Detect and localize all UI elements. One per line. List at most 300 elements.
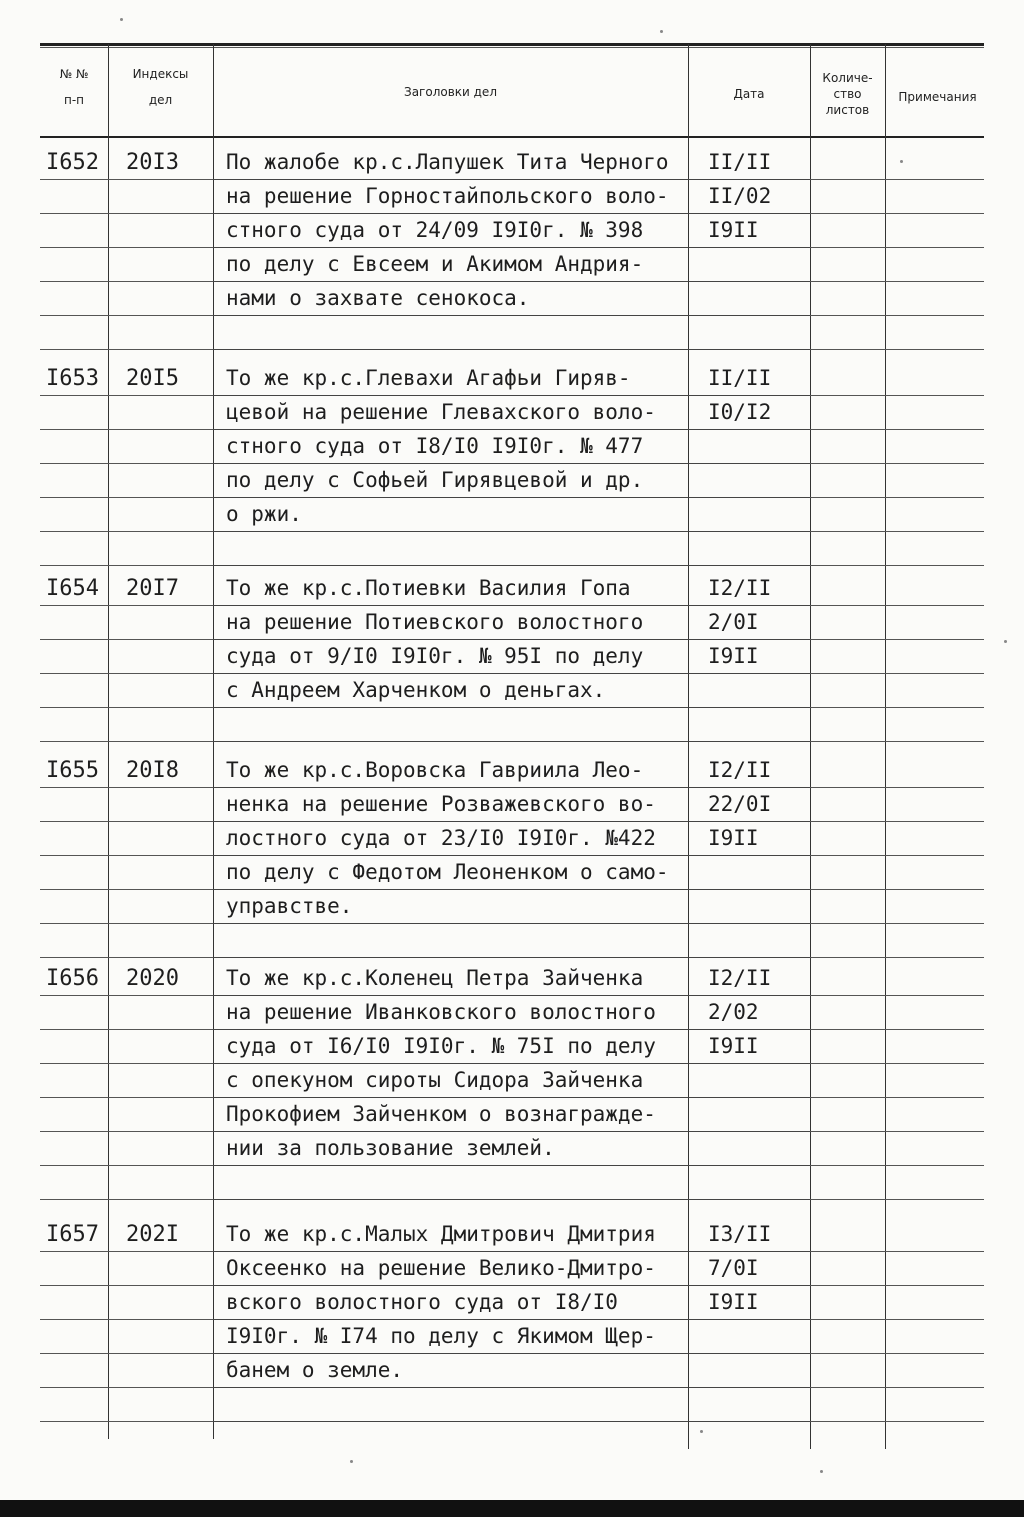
- row-rule: [213, 707, 688, 708]
- record-number: I655: [46, 758, 99, 783]
- row-rule: [40, 1421, 108, 1422]
- record-title-line: по делу с Федотом Леоненком о само-: [226, 860, 669, 884]
- row-rule: [108, 349, 213, 350]
- row-rule: [108, 605, 213, 606]
- row-rule: [885, 281, 984, 282]
- row-rule: [885, 821, 984, 822]
- row-rule: [213, 923, 688, 924]
- row-rule: [213, 957, 688, 958]
- row-rule: [108, 639, 213, 640]
- record-title-line: То же кр.с.Потиевки Василия Гопа: [226, 576, 631, 600]
- row-rule: [40, 1097, 108, 1098]
- header-index-label: Индексы: [132, 67, 189, 81]
- record-number: I654: [46, 576, 99, 601]
- record-index: 20I7: [126, 576, 179, 601]
- row-rule: [810, 565, 885, 566]
- row-rule: [885, 1063, 984, 1064]
- row-rule: [213, 1199, 688, 1200]
- row-rule: [40, 741, 108, 742]
- record-date: I2/II: [708, 966, 772, 990]
- row-rule: [885, 179, 984, 180]
- row-rule: [810, 395, 885, 396]
- row-rule: [108, 315, 213, 316]
- record-date: II/02: [708, 184, 772, 208]
- row-rule: [688, 957, 810, 958]
- row-rule: [40, 497, 108, 498]
- record-title-line: о ржи.: [226, 502, 302, 526]
- scan-bottom-edge: [0, 1500, 1024, 1517]
- row-rule: [885, 1029, 984, 1030]
- row-rule: [108, 1029, 213, 1030]
- row-rule: [213, 855, 688, 856]
- row-rule: [213, 1251, 688, 1252]
- row-rule: [213, 565, 688, 566]
- row-rule: [108, 1353, 213, 1354]
- row-rule: [810, 707, 885, 708]
- row-rule: [810, 855, 885, 856]
- row-rule: [810, 429, 885, 430]
- record-title-line: с Андреем Харченком о деньгах.: [226, 678, 606, 702]
- column-divider: [688, 44, 689, 1449]
- row-rule: [40, 787, 108, 788]
- row-rule: [40, 395, 108, 396]
- row-rule: [688, 315, 810, 316]
- record-title-line: суда от 9/I0 I9I0г. № 95I по делу: [226, 644, 644, 668]
- row-rule: [885, 1421, 984, 1422]
- record-title-line: на решение Иванковского волостного: [226, 1000, 656, 1024]
- row-rule: [688, 1353, 810, 1354]
- record-date: I9II: [708, 1290, 759, 1314]
- row-rule: [885, 957, 984, 958]
- row-rule: [213, 281, 688, 282]
- row-rule: [810, 179, 885, 180]
- row-rule: [213, 673, 688, 674]
- record-title-line: на решение Горностайпольского воло-: [226, 184, 669, 208]
- row-rule: [810, 315, 885, 316]
- row-rule: [213, 497, 688, 498]
- row-rule: [688, 247, 810, 248]
- row-rule: [108, 1063, 213, 1064]
- record-title-line: То же кр.с.Глевахи Агафьи Гиряв-: [226, 366, 631, 390]
- record-title-line: с опекуном сироты Сидора Зайченка: [226, 1068, 644, 1092]
- row-rule: [688, 497, 810, 498]
- record-title-line: То же кр.с.Коленец Петра Зайченка: [226, 966, 644, 990]
- row-rule: [810, 1165, 885, 1166]
- scan-speck: [900, 160, 903, 163]
- row-rule: [885, 565, 984, 566]
- row-rule: [885, 497, 984, 498]
- row-rule: [40, 247, 108, 248]
- row-rule: [688, 395, 810, 396]
- record-title-line: Прокофием Зайченком о вознагражде-: [226, 1102, 656, 1126]
- row-rule: [810, 531, 885, 532]
- row-rule: [885, 1387, 984, 1388]
- row-rule: [213, 315, 688, 316]
- row-rule: [810, 1029, 885, 1030]
- row-rule: [885, 1251, 984, 1252]
- row-rule: [213, 1421, 688, 1422]
- row-rule: [40, 1029, 108, 1030]
- row-rule: [40, 1063, 108, 1064]
- row-rule: [213, 1029, 688, 1030]
- row-rule: [213, 995, 688, 996]
- row-rule: [108, 463, 213, 464]
- row-rule: [688, 1029, 810, 1030]
- record-number: I652: [46, 150, 99, 175]
- row-rule: [213, 247, 688, 248]
- row-rule: [810, 1285, 885, 1286]
- row-rule: [213, 1063, 688, 1064]
- row-rule: [40, 995, 108, 996]
- row-rule: [213, 1353, 688, 1354]
- row-rule: [885, 855, 984, 856]
- row-rule: [810, 1387, 885, 1388]
- record-title-line: лостного суда от 23/I0 I9I0г. №422: [226, 826, 656, 850]
- record-date: II/II: [708, 366, 772, 390]
- record-title-line: То же кр.с.Воровска Гавриила Лео-: [226, 758, 644, 782]
- record-date: I2/II: [708, 576, 772, 600]
- row-rule: [810, 889, 885, 890]
- row-rule: [40, 1199, 108, 1200]
- row-rule: [810, 213, 885, 214]
- row-rule: [213, 395, 688, 396]
- row-rule: [688, 1387, 810, 1388]
- header-num: [40, 66, 108, 108]
- row-rule: [810, 787, 885, 788]
- row-rule: [885, 605, 984, 606]
- row-rule: [108, 213, 213, 214]
- row-rule: [40, 855, 108, 856]
- row-rule: [213, 463, 688, 464]
- row-rule: [213, 639, 688, 640]
- row-rule: [885, 531, 984, 532]
- record-title-line: по делу с Евсеем и Акимом Андрия-: [226, 252, 644, 276]
- top-border: [40, 43, 984, 46]
- row-rule: [810, 1131, 885, 1132]
- row-rule: [108, 179, 213, 180]
- record-title-line: по делу с Софьей Гирявцевой и др.: [226, 468, 644, 492]
- record-index: 2020: [126, 966, 179, 991]
- row-rule: [108, 429, 213, 430]
- row-rule: [885, 1353, 984, 1354]
- row-rule: [40, 923, 108, 924]
- record-title-line: I9I0г. № I74 по делу с Якимом Щер-: [226, 1324, 656, 1348]
- row-rule: [213, 531, 688, 532]
- row-rule: [40, 565, 108, 566]
- row-rule: [688, 1063, 810, 1064]
- row-rule: [108, 497, 213, 498]
- row-rule: [688, 673, 810, 674]
- row-rule: [688, 531, 810, 532]
- row-rule: [885, 213, 984, 214]
- row-rule: [40, 707, 108, 708]
- row-rule: [885, 639, 984, 640]
- row-rule: [108, 889, 213, 890]
- row-rule: [688, 923, 810, 924]
- row-rule: [213, 1097, 688, 1098]
- record-title-line: нами о захвате сенокоса.: [226, 286, 530, 310]
- row-rule: [213, 1131, 688, 1132]
- row-rule: [213, 605, 688, 606]
- record-title-line: на решение Потиевского волостного: [226, 610, 644, 634]
- row-rule: [810, 1063, 885, 1064]
- record-date: I0/I2: [708, 400, 772, 424]
- row-rule: [213, 821, 688, 822]
- record-date: I3/II: [708, 1222, 772, 1246]
- record-date: I9II: [708, 218, 759, 242]
- row-rule: [40, 213, 108, 214]
- row-rule: [108, 923, 213, 924]
- row-rule: [108, 395, 213, 396]
- row-rule: [108, 281, 213, 282]
- row-rule: [810, 349, 885, 350]
- row-rule: [885, 1199, 984, 1200]
- row-rule: [40, 821, 108, 822]
- row-rule: [108, 531, 213, 532]
- record-index: 202I: [126, 1222, 179, 1247]
- record-title-line: ненка на решение Розважевского во-: [226, 792, 656, 816]
- row-rule: [688, 605, 810, 606]
- row-rule: [40, 1285, 108, 1286]
- row-rule: [213, 349, 688, 350]
- row-rule: [108, 247, 213, 248]
- row-rule: [688, 281, 810, 282]
- row-rule: [810, 281, 885, 282]
- row-rule: [810, 673, 885, 674]
- row-rule: [688, 565, 810, 566]
- record-title-line: стного суда от 24/09 I9I0г. № 398: [226, 218, 644, 242]
- row-rule: [688, 1251, 810, 1252]
- record-title-line: вского волостного суда от I8/I0: [226, 1290, 618, 1314]
- scan-speck: [820, 1470, 823, 1473]
- row-rule: [688, 349, 810, 350]
- header-count-label-2: ство: [833, 87, 862, 101]
- record-title-line: То же кр.с.Малых Дмитрович Дмитрия: [226, 1222, 656, 1246]
- record-date: 2/02: [708, 1000, 759, 1024]
- row-rule: [810, 1421, 885, 1422]
- record-number: I657: [46, 1222, 99, 1247]
- header-count-label: Количе-: [822, 71, 873, 85]
- row-rule: [108, 957, 213, 958]
- row-rule: [885, 741, 984, 742]
- record-index: 20I8: [126, 758, 179, 783]
- header-count-label-3: листов: [825, 103, 870, 117]
- top-border-inner: [40, 47, 984, 48]
- row-rule: [108, 741, 213, 742]
- row-rule: [40, 315, 108, 316]
- row-rule: [810, 1097, 885, 1098]
- row-rule: [108, 1421, 213, 1422]
- row-rule: [688, 787, 810, 788]
- scan-speck: [350, 1460, 353, 1463]
- row-rule: [213, 1319, 688, 1320]
- header-num-sublabel: п-п: [63, 93, 85, 107]
- row-rule: [40, 1165, 108, 1166]
- row-rule: [213, 213, 688, 214]
- row-rule: [108, 707, 213, 708]
- column-divider: [810, 44, 811, 1449]
- row-rule: [885, 923, 984, 924]
- row-rule: [885, 395, 984, 396]
- row-rule: [40, 179, 108, 180]
- record-title-line: цевой на решение Глевахского воло-: [226, 400, 656, 424]
- row-rule: [40, 605, 108, 606]
- row-rule: [810, 1353, 885, 1354]
- row-rule: [108, 995, 213, 996]
- row-rule: [40, 531, 108, 532]
- record-number: I656: [46, 966, 99, 991]
- row-rule: [40, 1353, 108, 1354]
- record-title-line: По жалобе кр.с.Лапушек Тита Черного: [226, 150, 669, 174]
- row-rule: [810, 247, 885, 248]
- row-rule: [810, 995, 885, 996]
- row-rule: [810, 1199, 885, 1200]
- record-title-line: Оксеенко на решение Велико-Дмитро-: [226, 1256, 656, 1280]
- record-date: 22/0I: [708, 792, 772, 816]
- row-rule: [40, 281, 108, 282]
- row-rule: [688, 995, 810, 996]
- scan-speck: [660, 30, 663, 33]
- row-rule: [688, 889, 810, 890]
- record-date: I9II: [708, 826, 759, 850]
- row-rule: [213, 1387, 688, 1388]
- row-rule: [108, 565, 213, 566]
- row-rule: [40, 463, 108, 464]
- row-rule: [688, 707, 810, 708]
- row-rule: [885, 673, 984, 674]
- row-rule: [40, 429, 108, 430]
- row-rule: [40, 673, 108, 674]
- row-rule: [810, 957, 885, 958]
- row-rule: [688, 1097, 810, 1098]
- header-index-sublabel: дел: [148, 93, 173, 107]
- header-index: [108, 66, 213, 108]
- row-rule: [688, 1165, 810, 1166]
- scan-speck: [120, 18, 123, 21]
- row-rule: [688, 1421, 810, 1422]
- row-rule: [885, 707, 984, 708]
- row-rule: [810, 1251, 885, 1252]
- row-rule: [688, 821, 810, 822]
- header-count: [810, 70, 885, 118]
- row-rule: [688, 213, 810, 214]
- row-rule: [885, 429, 984, 430]
- row-rule: [688, 463, 810, 464]
- row-rule: [40, 639, 108, 640]
- row-rule: [688, 1131, 810, 1132]
- row-rule: [213, 1285, 688, 1286]
- row-rule: [108, 1097, 213, 1098]
- row-rule: [688, 1319, 810, 1320]
- row-rule: [688, 429, 810, 430]
- column-divider: [885, 44, 886, 1449]
- row-rule: [108, 855, 213, 856]
- row-rule: [40, 1319, 108, 1320]
- header-date: Дата: [733, 87, 765, 101]
- row-rule: [108, 1285, 213, 1286]
- record-title-line: стного суда от I8/I0 I9I0г. № 477: [226, 434, 644, 458]
- header-bottom-rule: [40, 136, 984, 138]
- row-rule: [40, 349, 108, 350]
- row-rule: [213, 429, 688, 430]
- row-rule: [885, 349, 984, 350]
- record-date: I9II: [708, 644, 759, 668]
- row-rule: [108, 821, 213, 822]
- row-rule: [108, 1251, 213, 1252]
- record-date: 7/0I: [708, 1256, 759, 1280]
- row-rule: [885, 889, 984, 890]
- row-rule: [213, 741, 688, 742]
- record-date: II/II: [708, 150, 772, 174]
- record-title-line: суда от I6/I0 I9I0г. № 75I по делу: [226, 1034, 656, 1058]
- row-rule: [810, 497, 885, 498]
- row-rule: [40, 889, 108, 890]
- row-rule: [885, 1319, 984, 1320]
- row-rule: [108, 787, 213, 788]
- header-notes: Примечания: [898, 90, 977, 104]
- row-rule: [810, 1319, 885, 1320]
- row-rule: [885, 247, 984, 248]
- row-rule: [688, 179, 810, 180]
- row-rule: [213, 787, 688, 788]
- record-title-line: нии за пользование землей.: [226, 1136, 555, 1160]
- row-rule: [810, 821, 885, 822]
- header-num-label: № №: [59, 67, 89, 81]
- row-rule: [810, 741, 885, 742]
- row-rule: [688, 639, 810, 640]
- record-date: I2/II: [708, 758, 772, 782]
- row-rule: [108, 673, 213, 674]
- row-rule: [810, 923, 885, 924]
- row-rule: [688, 1285, 810, 1286]
- row-rule: [688, 855, 810, 856]
- row-rule: [40, 1251, 108, 1252]
- row-rule: [40, 1131, 108, 1132]
- scan-speck: [1004, 640, 1007, 643]
- record-number: I653: [46, 366, 99, 391]
- row-rule: [885, 463, 984, 464]
- row-rule: [885, 315, 984, 316]
- row-rule: [688, 741, 810, 742]
- row-rule: [213, 179, 688, 180]
- row-rule: [885, 787, 984, 788]
- row-rule: [885, 995, 984, 996]
- record-title-line: банем о земле.: [226, 1358, 404, 1382]
- record-title-line: управстве.: [226, 894, 353, 918]
- row-rule: [810, 639, 885, 640]
- row-rule: [108, 1165, 213, 1166]
- row-rule: [108, 1387, 213, 1388]
- record-date: I9II: [708, 1034, 759, 1058]
- row-rule: [810, 605, 885, 606]
- row-rule: [885, 1165, 984, 1166]
- row-rule: [108, 1319, 213, 1320]
- row-rule: [688, 1199, 810, 1200]
- row-rule: [885, 1131, 984, 1132]
- row-rule: [885, 1097, 984, 1098]
- row-rule: [810, 463, 885, 464]
- header-titles: Заголовки дел: [404, 85, 497, 99]
- row-rule: [213, 889, 688, 890]
- row-rule: [108, 1131, 213, 1132]
- row-rule: [40, 1387, 108, 1388]
- row-rule: [213, 1165, 688, 1166]
- row-rule: [108, 1199, 213, 1200]
- record-index: 20I5: [126, 366, 179, 391]
- row-rule: [40, 957, 108, 958]
- row-rule: [885, 1285, 984, 1286]
- scan-speck: [700, 1430, 703, 1433]
